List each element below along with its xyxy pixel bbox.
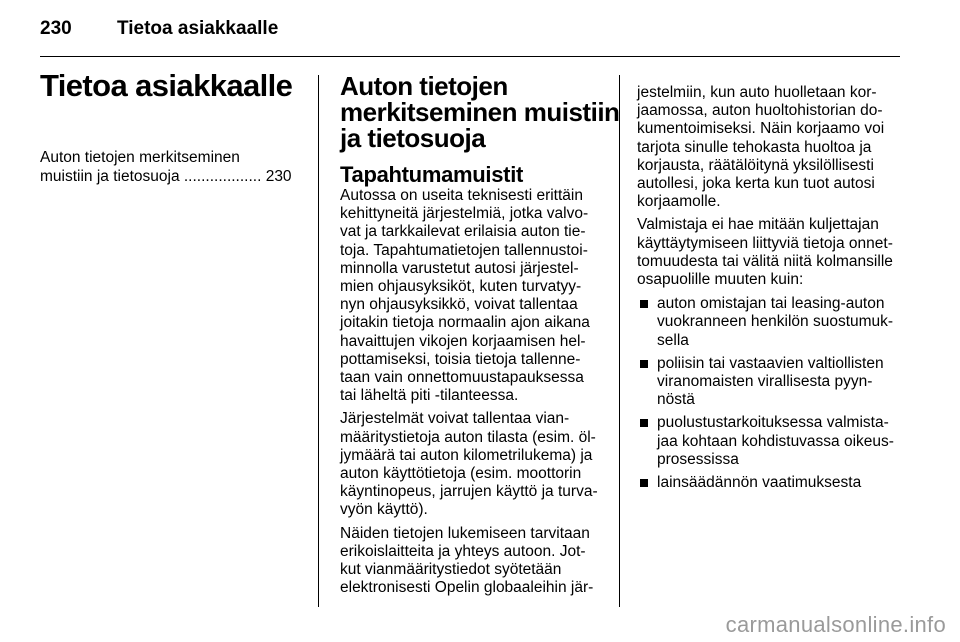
square-bullet-icon: [640, 479, 648, 487]
table-of-contents: [40, 148, 308, 186]
bullet-list: [637, 295, 959, 492]
text-line: käyttäytymiseen liittyviä tietoja onnet-: [637, 234, 893, 252]
text-line: sella: [657, 331, 689, 349]
text-line: osapuolille muuten kuin:: [637, 271, 804, 289]
square-bullet-icon: [640, 419, 648, 427]
text-line: Järjestelmät voivat tallentaa vian-: [340, 410, 570, 428]
text-line: prosessissa: [657, 450, 739, 468]
paragraph: [340, 410, 610, 519]
section-title-line: merkitseminen muistiin: [340, 97, 620, 127]
text-line: auton omistajan tai leasing-auton: [657, 295, 885, 313]
text-line: joitakin tietoja normaalin ajon aikana: [340, 314, 590, 332]
square-bullet-icon: [640, 300, 648, 308]
column-continued: [637, 66, 959, 497]
text-line: kut vianmääritystiedot syötetään: [340, 561, 562, 579]
text-line: viranomaisten virallisesta pyyn-: [657, 373, 873, 391]
watermark: carmanualsonline.info: [725, 612, 946, 637]
text-line: puolustustarkoituksessa valmista-: [657, 414, 889, 432]
text-line: vyön käyttö).: [340, 501, 428, 519]
text-line: pottamiseksi, toisia tietoja tallenne-: [340, 350, 581, 368]
text-line: havaittujen vikojen korjaamisen hel-: [340, 332, 586, 350]
header-rule: [40, 56, 900, 57]
text-line: tai läheltä piti -tilanteessa.: [340, 387, 519, 405]
list-item: [637, 474, 959, 492]
list-item: [637, 295, 959, 350]
text-line: korjaamolle.: [637, 193, 721, 211]
toc-entry-line-1[interactable]: Auton tietojen merkitseminen: [40, 149, 240, 166]
toc-entry-line-2[interactable]: muistiin ja tietosuoja .................. 230: [40, 168, 292, 185]
text-line: jestelmiin, kun auto huolletaan kor-: [637, 84, 877, 101]
text-line: vat ja tarkkailevat erilaisia auton tie-: [340, 223, 586, 241]
paragraph: [340, 187, 610, 405]
chapter-title: Tietoa asiakkaalle: [40, 68, 293, 103]
text-line: jaa kohtaan kohdistuvassa oikeus-: [657, 432, 894, 450]
column-section: [340, 66, 620, 597]
text-line: minnolla varustetut autosi järjestel-: [340, 259, 579, 277]
text-line: käyntinopeus, jarrujen käyttö ja turva-: [340, 483, 598, 501]
text-line: Valmistaja ei hae mitään kuljettajan: [637, 216, 879, 234]
text-line: nöstä: [657, 391, 695, 409]
text-line: jymäärä tai auton kilometrilukema) ja: [340, 446, 593, 464]
section-title-line: ja tietosuoja: [340, 123, 486, 153]
text-line: Autossa on useita teknisesti erittäin: [340, 187, 583, 204]
text-line: Näiden tietojen lukemiseen tarvitaan: [340, 524, 590, 542]
text-line: autollesi, joka kerta kun tuot autosi: [637, 175, 875, 193]
square-bullet-icon: [640, 360, 648, 368]
paragraph: [637, 84, 959, 211]
text-line: tomuudesta tai välitä niitä kolmansille: [637, 252, 893, 270]
column-divider-2: [619, 75, 620, 607]
text-line: korjausta, räätälöitynä yksilöllisesti: [637, 156, 874, 174]
text-line: elektronisesti Opelin globaaleihin jär-: [340, 579, 594, 597]
column-chapter: [40, 66, 308, 186]
page-number: 230: [40, 18, 72, 39]
text-line: kumentoimiseksi. Näin korjaamo voi: [637, 120, 885, 138]
paragraph: [637, 216, 959, 289]
text-line: vuokranneen henkilön suostumuk-: [657, 313, 894, 331]
subsection-title: Tapahtumamuistit: [340, 162, 524, 187]
text-line: määritystietoja auton tilasta (esim. öl-: [340, 428, 596, 446]
text-line: jaamossa, auton huoltohistorian do-: [637, 102, 883, 120]
paragraph: [340, 525, 610, 598]
column-divider-1: [318, 75, 319, 607]
list-item: [637, 355, 959, 410]
text-line: toja. Tapahtumatietojen tallennustoi-: [340, 241, 588, 259]
text-line: lainsäädännön vaatimuksesta: [657, 474, 862, 492]
text-line: tarjota sinulle tehokasta huoltoa ja: [637, 138, 872, 156]
section-title: [340, 66, 620, 153]
list-item: [637, 414, 959, 469]
running-title: Tietoa asiakkaalle: [117, 18, 279, 39]
text-line: mien ohjausyksiköt, kuten turvatyy-: [340, 278, 582, 296]
text-line: auton käyttötietoja (esim. moottorin: [340, 465, 582, 483]
text-line: kehittyneitä järjestelmiä, jotka valvo-: [340, 205, 589, 223]
section-title-line: Auton tietojen: [340, 71, 508, 101]
text-line: poliisin tai vastaavien valtiollisten: [657, 354, 884, 372]
text-line: taan vain onnettomuustapauksessa: [340, 369, 584, 387]
text-line: erikoislaitteita ja yhteys autoon. Jot-: [340, 542, 586, 560]
text-line: nyn ohjausyksikkö, voivat tallentaa: [340, 296, 578, 314]
